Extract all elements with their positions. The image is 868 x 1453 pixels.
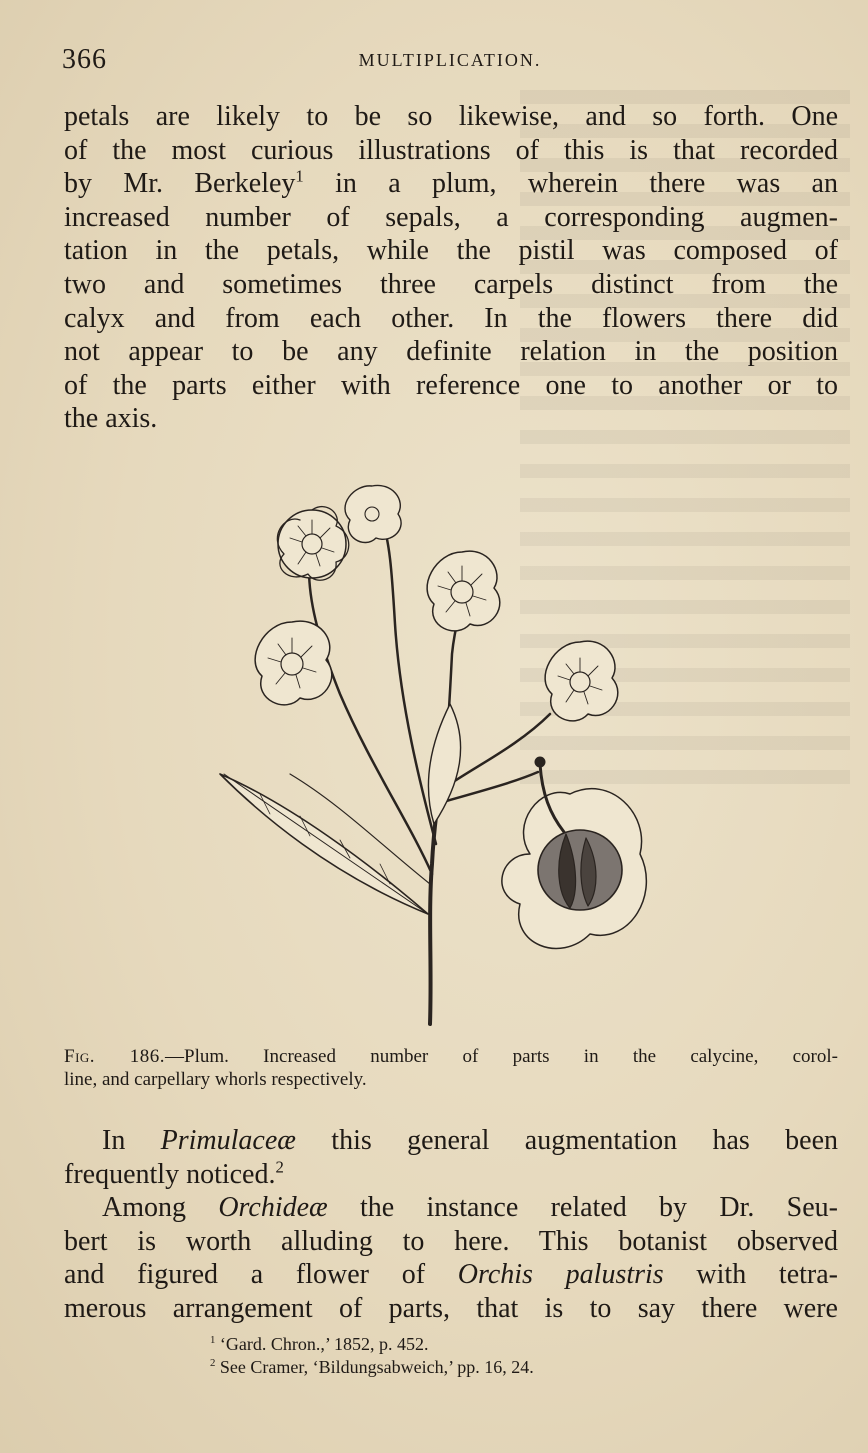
text-line: increased number of sepals, a corresponding augmen- [64, 201, 838, 233]
plum-flower-illustration [200, 444, 670, 1034]
leaf-midrib [224, 774, 428, 914]
text-line: tation in the petals, while the pistil was composed of [64, 235, 838, 267]
footnote-ref-2: 2 [275, 1157, 284, 1177]
text-line: the axis. [64, 403, 158, 435]
taxon-name: Orchideæ [218, 1192, 328, 1223]
stem-left [309, 554, 432, 874]
flower-center [427, 551, 500, 631]
paragraph-2 [64, 1124, 838, 1191]
text-line [64, 1258, 838, 1292]
text-line [64, 1158, 838, 1192]
text-line [64, 1124, 838, 1158]
fruit-stigma [535, 757, 545, 767]
caption-line [64, 1045, 838, 1068]
paragraph-3 [64, 1191, 838, 1325]
flower-top-left [277, 507, 348, 581]
flower-top-center [345, 485, 401, 542]
caption-line: line, and carpellary whorls respectively. [64, 1069, 367, 1090]
footnote-1 [210, 1333, 830, 1356]
fruit-cross-section [502, 757, 646, 948]
footnote-mark: 1 [210, 1334, 216, 1346]
stem-upper [380, 514, 436, 844]
page-number: 366 [62, 44, 107, 75]
footnotes [210, 1333, 830, 1379]
text-span: in a plum, wherein there was an [303, 168, 838, 200]
taxon-name: Primulaceæ [160, 1125, 296, 1156]
caption-text: —Plum. Increased number of parts in the calycine, corol- [165, 1046, 838, 1067]
footnote-text: ‘Gard. Chron.,’ 1852, p. 452. [215, 1334, 429, 1354]
text-line: merous arrangement of parts, that is to say there were [64, 1292, 838, 1324]
running-head: MULTIPLICATION. [358, 50, 542, 70]
footnote-mark: 2 [210, 1357, 216, 1369]
text-span: with tetra- [663, 1259, 838, 1291]
page-header [62, 44, 838, 78]
footnote-ref-1: 1 [295, 166, 304, 186]
paragraph-1 [64, 100, 838, 436]
text-line: petals are likely to be so likewise, and so forth. One [64, 101, 838, 132]
text-line: not appear to be any definite relation in the position [64, 336, 838, 368]
text-span: In [102, 1125, 161, 1156]
footnote-2 [210, 1356, 830, 1379]
text-span: and figured a flower of [64, 1259, 458, 1291]
text-line: bert is worth alluding to here. This botanist observed [64, 1225, 838, 1257]
text-span: Among [102, 1192, 219, 1223]
text-line [64, 167, 838, 201]
figure-caption [64, 1045, 838, 1091]
text-line: of the parts either with reference one to another or to [64, 369, 838, 401]
fruit-receptacle [538, 830, 622, 910]
text-span: frequently noticed. [64, 1158, 276, 1190]
footnote-text: See Cramer, ‘Bildungsabweich,’ pp. 16, 24. [215, 1357, 534, 1377]
text-span: the instance related by Dr. Seu- [327, 1192, 839, 1223]
text-line: calyx and from each other. In the flowers there did [64, 302, 838, 334]
leaf-center [428, 704, 460, 824]
taxon-name: Orchis palustris [457, 1259, 664, 1291]
flower-left [255, 621, 332, 705]
text-line: of the most curious illustrations of this is that recorded [64, 134, 838, 166]
flower-right [545, 641, 618, 721]
figure-label: Fig. 186. [64, 1046, 166, 1067]
text-line [64, 1191, 838, 1225]
text-span: this general augmentation has been [295, 1125, 839, 1156]
text-span: by Mr. Berkeley [64, 168, 296, 200]
text-line: two and sometimes three carpels distinct from the [64, 268, 838, 300]
